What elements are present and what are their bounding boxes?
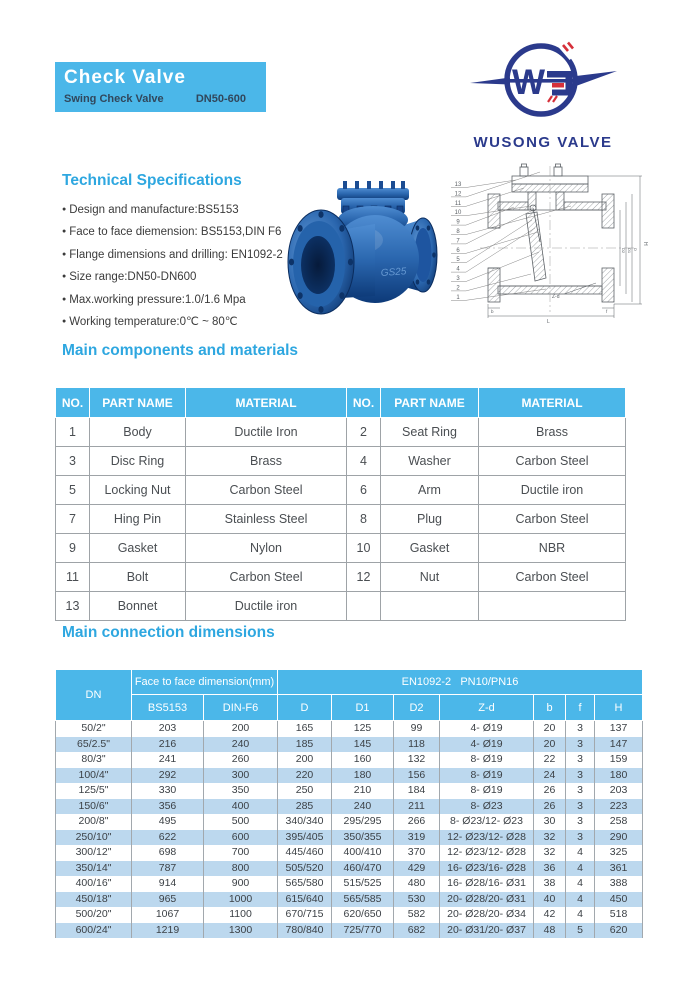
company-logo	[468, 36, 618, 151]
table-cell: 20- Ø31/20- Ø37	[440, 923, 534, 939]
table-cell: 4	[566, 861, 595, 877]
table-cell: 4- Ø19	[440, 737, 534, 753]
table-cell: 137	[595, 721, 643, 737]
logo-monogram: W	[512, 63, 546, 102]
table-cell: 240	[332, 799, 394, 815]
table-cell: 285	[278, 799, 332, 815]
table-cell: Gasket	[90, 534, 186, 563]
table-cell: 290	[595, 830, 643, 846]
dimensions-group-header-row	[56, 670, 643, 695]
table-cell: 200/8"	[56, 814, 132, 830]
table-cell: 300/12"	[56, 845, 132, 861]
column-header: NO.	[56, 388, 90, 418]
table-cell: 8- Ø19	[440, 768, 534, 784]
table-cell: 48	[534, 923, 566, 939]
table-cell: 20	[534, 721, 566, 737]
column-header: DIN-F6	[204, 695, 278, 721]
table-cell: 4	[566, 907, 595, 923]
column-header: D	[278, 695, 332, 721]
drawing-dim-b: b	[491, 309, 494, 314]
table-cell: 1100	[204, 907, 278, 923]
table-cell: 1	[56, 418, 90, 447]
table-cell: 240	[204, 737, 278, 753]
valve-photo	[283, 164, 458, 322]
table-cell: 330	[132, 783, 204, 799]
product-title: Check Valve	[64, 67, 186, 88]
table-cell: Plug	[381, 505, 479, 534]
spec-item: ● Size range:DN50-DN600	[62, 266, 283, 288]
table-cell: 565/585	[332, 892, 394, 908]
table-cell: 5	[56, 476, 90, 505]
table-cell: 1219	[132, 923, 204, 939]
table-cell: 350/355	[332, 830, 394, 846]
table-cell: Body	[90, 418, 186, 447]
table-cell: 147	[595, 737, 643, 753]
table-cell: 223	[595, 799, 643, 815]
table-cell: 325	[595, 845, 643, 861]
components-table	[55, 387, 626, 621]
table-cell: 8	[347, 505, 381, 534]
product-size-range: DN50-600	[195, 93, 246, 105]
table-cell: 180	[595, 768, 643, 784]
table-cell: 1300	[204, 923, 278, 939]
table-cell: 3	[56, 447, 90, 476]
table-row	[56, 892, 643, 908]
drawing-dim-d1: D1	[627, 248, 632, 254]
table-cell: 361	[595, 861, 643, 877]
table-cell: 165	[278, 721, 332, 737]
table-cell: 200	[204, 721, 278, 737]
table-cell: 36	[534, 861, 566, 877]
table-cell: 11	[56, 563, 90, 592]
column-header: D1	[332, 695, 394, 721]
table-cell: 125/5"	[56, 783, 132, 799]
table-cell: 565/580	[278, 876, 332, 892]
table-cell: 260	[204, 752, 278, 768]
drawing-dim-f: f	[606, 309, 608, 314]
spec-item: ● Max.working pressure:1.0/1.6 Mpa	[62, 289, 283, 311]
table-cell: 4	[566, 892, 595, 908]
drawing-dim-d: D	[633, 248, 638, 251]
drawing-callout: 11	[454, 200, 462, 207]
table-cell: 50/2"	[56, 721, 132, 737]
table-cell: Stainless Steel	[186, 505, 347, 534]
spec-item: ● Face to face diemension: BS5153,DIN F6	[62, 221, 283, 243]
table-row	[56, 923, 643, 939]
table-cell: 156	[394, 768, 440, 784]
table-cell: 800	[204, 861, 278, 877]
table-cell: 670/715	[278, 907, 332, 923]
table-row	[56, 799, 643, 815]
table-cell: 787	[132, 861, 204, 877]
table-cell: Hing Pin	[90, 505, 186, 534]
table-cell: 3	[566, 737, 595, 753]
table-cell: 429	[394, 861, 440, 877]
column-header: NO.	[347, 388, 381, 418]
drawing-callout: 8	[456, 229, 460, 235]
drawing-callout: 10	[454, 210, 462, 217]
table-cell: 480	[394, 876, 440, 892]
table-row	[56, 563, 626, 592]
table-row	[56, 861, 643, 877]
table-cell: 250	[278, 783, 332, 799]
table-cell: 725/770	[332, 923, 394, 939]
table-cell: Carbon Steel	[186, 476, 347, 505]
table-cell: Carbon Steel	[479, 505, 626, 534]
table-cell: Seat Ring	[381, 418, 479, 447]
table-cell: 99	[394, 721, 440, 737]
table-cell: Ductile iron	[186, 592, 347, 621]
table-row	[56, 447, 626, 476]
dimensions-table	[55, 669, 643, 938]
drawing-callout: 1	[456, 294, 460, 301]
table-cell: 682	[394, 923, 440, 939]
table-cell: 582	[394, 907, 440, 923]
table-cell: 125	[332, 721, 394, 737]
drawing-callout: 6	[456, 247, 460, 254]
table-row	[56, 592, 626, 621]
drawing-callout: 4	[456, 266, 460, 273]
table-cell: 180	[332, 768, 394, 784]
table-cell	[381, 592, 479, 621]
table-cell: 38	[534, 876, 566, 892]
table-cell: 159	[595, 752, 643, 768]
table-cell: 203	[132, 721, 204, 737]
table-cell: 900	[204, 876, 278, 892]
table-cell: Carbon Steel	[186, 563, 347, 592]
table-cell: 388	[595, 876, 643, 892]
table-cell: 132	[394, 752, 440, 768]
table-cell: 216	[132, 737, 204, 753]
table-cell: 241	[132, 752, 204, 768]
spec-item: ● Flange dimensions and drilling: EN1092-2	[62, 244, 283, 266]
column-header-dn: DN	[56, 670, 132, 721]
table-cell: 500	[204, 814, 278, 830]
table-cell: 3	[566, 814, 595, 830]
table-cell: 780/840	[278, 923, 332, 939]
table-cell: 615/640	[278, 892, 332, 908]
table-cell: 22	[534, 752, 566, 768]
table-cell: 12- Ø23/12- Ø28	[440, 845, 534, 861]
table-cell: 26	[534, 799, 566, 815]
drawing-callout: 12	[454, 191, 462, 198]
table-cell: 7	[56, 505, 90, 534]
brand-name: WUSONG VALVE	[473, 134, 613, 151]
dimensions-subheader-row	[56, 695, 643, 721]
table-cell: 4	[566, 845, 595, 861]
spec-item: ● Design and manufacture:BS5153	[62, 199, 283, 221]
table-cell: 30	[534, 814, 566, 830]
table-cell: 200	[278, 752, 332, 768]
table-row	[56, 418, 626, 447]
table-cell: Carbon Steel	[479, 447, 626, 476]
table-cell: 20- Ø28/20- Ø34	[440, 907, 534, 923]
table-cell: Brass	[479, 418, 626, 447]
column-header: MATERIAL	[186, 388, 347, 418]
column-header: PART NAME	[90, 388, 186, 418]
table-row	[56, 721, 643, 737]
table-cell: 145	[332, 737, 394, 753]
table-cell: 460/470	[332, 861, 394, 877]
table-cell: 258	[595, 814, 643, 830]
table-cell: 16- Ø28/16- Ø31	[440, 876, 534, 892]
table-cell: 698	[132, 845, 204, 861]
drawing-callout: 7	[456, 238, 460, 245]
table-cell: 356	[132, 799, 204, 815]
table-row	[56, 737, 643, 753]
table-cell: Ductile iron	[479, 476, 626, 505]
logo-mark-icon	[468, 36, 618, 128]
table-cell: 13	[56, 592, 90, 621]
table-cell: 8- Ø23	[440, 799, 534, 815]
table-cell: 9	[56, 534, 90, 563]
table-row	[56, 534, 626, 563]
table-cell: 12	[347, 563, 381, 592]
table-cell: 3	[566, 768, 595, 784]
table-cell: 530	[394, 892, 440, 908]
table-cell: 445/460	[278, 845, 332, 861]
table-cell: 20- Ø28/20- Ø31	[440, 892, 534, 908]
table-cell: 500/20"	[56, 907, 132, 923]
table-cell: 319	[394, 830, 440, 846]
table-cell: 3	[566, 799, 595, 815]
table-cell: 4	[566, 876, 595, 892]
column-header: f	[566, 695, 595, 721]
table-cell: 80/3"	[56, 752, 132, 768]
table-cell: 450/18"	[56, 892, 132, 908]
table-cell: 118	[394, 737, 440, 753]
table-cell: 220	[278, 768, 332, 784]
table-cell: 4- Ø19	[440, 721, 534, 737]
table-cell: 5	[566, 923, 595, 939]
drawing-callout: 5	[456, 257, 460, 264]
column-header: b	[534, 695, 566, 721]
section-heading-components: Main components and materials	[62, 342, 298, 359]
table-cell: 184	[394, 783, 440, 799]
table-cell: 210	[332, 783, 394, 799]
table-cell: 16- Ø23/16- Ø28	[440, 861, 534, 877]
table-row	[56, 783, 643, 799]
spec-item: ● Working temperature:0℃ ~ 80℃	[62, 311, 283, 333]
table-cell: 400/16"	[56, 876, 132, 892]
drawing-callout: 2	[456, 285, 460, 292]
table-cell: 620	[595, 923, 643, 939]
table-cell	[347, 592, 381, 621]
table-cell: 42	[534, 907, 566, 923]
table-row	[56, 876, 643, 892]
table-cell: Ductile Iron	[186, 418, 347, 447]
title-banner	[55, 62, 266, 112]
table-cell: Gasket	[381, 534, 479, 563]
table-row	[56, 814, 643, 830]
table-cell: 24	[534, 768, 566, 784]
table-cell: Arm	[381, 476, 479, 505]
table-cell: 622	[132, 830, 204, 846]
table-cell: 340/340	[278, 814, 332, 830]
table-cell: 350/14"	[56, 861, 132, 877]
table-cell: 450	[595, 892, 643, 908]
table-cell: NBR	[479, 534, 626, 563]
table-cell: 8- Ø23/12- Ø23	[440, 814, 534, 830]
table-cell: 8- Ø19	[440, 783, 534, 799]
table-cell: 292	[132, 768, 204, 784]
drawing-dim-l: L	[547, 319, 550, 325]
table-cell: Brass	[186, 447, 347, 476]
table-cell: Disc Ring	[90, 447, 186, 476]
table-cell: 965	[132, 892, 204, 908]
drawing-callout: 9	[456, 219, 460, 226]
table-cell: 266	[394, 814, 440, 830]
table-cell: 3	[566, 783, 595, 799]
table-cell: 4	[347, 447, 381, 476]
table-cell: 10	[347, 534, 381, 563]
table-cell: 1000	[204, 892, 278, 908]
product-subtitle-row	[55, 89, 266, 105]
column-header: BS5153	[132, 695, 204, 721]
table-cell: Washer	[381, 447, 479, 476]
table-cell: 300	[204, 768, 278, 784]
column-header: MATERIAL	[479, 388, 626, 418]
valve-casting-mark: GS25	[380, 266, 407, 279]
table-row	[56, 476, 626, 505]
table-cell: 505/520	[278, 861, 332, 877]
table-cell: 250/10"	[56, 830, 132, 846]
table-row	[56, 505, 626, 534]
table-cell: 515/525	[332, 876, 394, 892]
table-row	[56, 752, 643, 768]
table-row	[56, 845, 643, 861]
column-header: PART NAME	[381, 388, 479, 418]
column-header: H	[595, 695, 643, 721]
table-row	[56, 768, 643, 784]
table-cell: 518	[595, 907, 643, 923]
table-cell: 370	[394, 845, 440, 861]
table-cell: 100/4"	[56, 768, 132, 784]
table-cell: 40	[534, 892, 566, 908]
table-cell: 1067	[132, 907, 204, 923]
valve-drawing	[436, 162, 665, 334]
table-cell: 3	[566, 830, 595, 846]
table-cell: 395/405	[278, 830, 332, 846]
table-row	[56, 830, 643, 846]
table-cell: 3	[566, 721, 595, 737]
table-cell: 620/650	[332, 907, 394, 923]
table-cell: 914	[132, 876, 204, 892]
table-cell: 20	[534, 737, 566, 753]
section-heading-specs: Technical Specifications	[62, 172, 242, 189]
table-cell: 26	[534, 783, 566, 799]
table-cell: 185	[278, 737, 332, 753]
table-cell: Nylon	[186, 534, 347, 563]
spec-list	[62, 199, 283, 333]
table-cell: 203	[595, 783, 643, 799]
table-cell: Bolt	[90, 563, 186, 592]
table-cell: 600	[204, 830, 278, 846]
table-cell: 2	[347, 418, 381, 447]
table-cell: Bonnet	[90, 592, 186, 621]
column-group-face-to-face: Face to face dimension(mm)	[132, 670, 278, 695]
table-cell: Carbon Steel	[479, 563, 626, 592]
column-header: D2	[394, 695, 440, 721]
table-cell: 150/6"	[56, 799, 132, 815]
table-cell: 350	[204, 783, 278, 799]
section-heading-dimensions: Main connection dimensions	[62, 624, 275, 641]
components-header-row	[56, 388, 626, 418]
table-cell: 211	[394, 799, 440, 815]
drawing-dim-zd: Z-d	[552, 294, 560, 300]
column-group-en1092: EN1092-2 PN10/PN16	[278, 670, 643, 695]
drawing-dim-d2: D2	[621, 248, 626, 254]
table-cell: 65/2.5"	[56, 737, 132, 753]
drawing-dim-h: H	[642, 242, 648, 246]
column-header: Z-d	[440, 695, 534, 721]
table-cell	[479, 592, 626, 621]
table-cell: 32	[534, 830, 566, 846]
table-cell: 160	[332, 752, 394, 768]
table-cell: 6	[347, 476, 381, 505]
table-cell: 400/410	[332, 845, 394, 861]
table-cell: Nut	[381, 563, 479, 592]
table-cell: 400	[204, 799, 278, 815]
drawing-callout: 3	[456, 276, 460, 282]
table-cell: 295/295	[332, 814, 394, 830]
table-cell: Locking Nut	[90, 476, 186, 505]
drawing-callout: 13	[454, 182, 462, 188]
product-subtitle: Swing Check Valve	[64, 93, 164, 105]
table-cell: 495	[132, 814, 204, 830]
table-cell: 600/24"	[56, 923, 132, 939]
table-row	[56, 907, 643, 923]
table-cell: 12- Ø23/12- Ø28	[440, 830, 534, 846]
table-cell: 32	[534, 845, 566, 861]
table-cell: 700	[204, 845, 278, 861]
table-cell: 8- Ø19	[440, 752, 534, 768]
table-cell: 3	[566, 752, 595, 768]
